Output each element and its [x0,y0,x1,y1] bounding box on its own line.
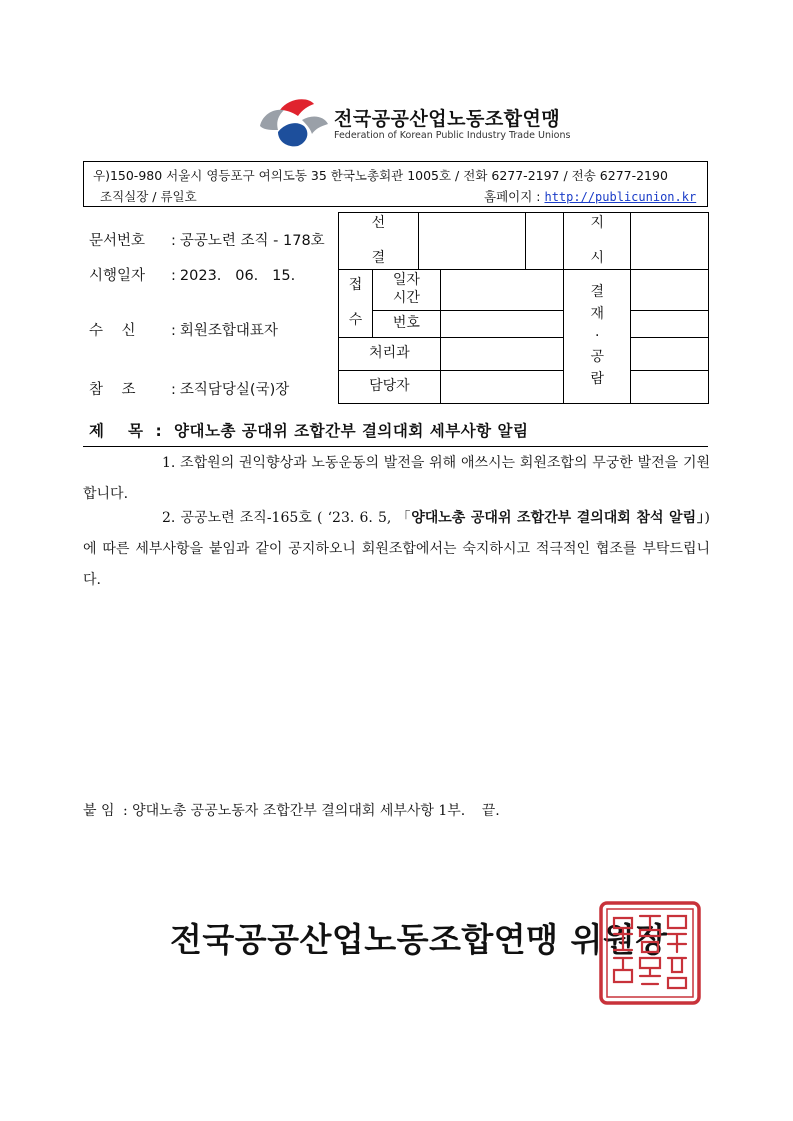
recipient-value: 회원조합대표자 [179,323,278,339]
gyeoljae-slot-1 [631,270,709,310]
address-line: 우)150-980 서울시 영등포구 여의도동 35 한국노총회관 1005호 / 전화 6277-2197 / 전송 6277-2190 [93,168,668,183]
subject-colon: : [155,422,163,440]
approval-table [338,212,709,404]
attachment-label: 붙 임 [83,803,115,819]
subject-line [89,419,528,441]
number-value [440,310,564,337]
dept-label: 처리과 [339,337,441,370]
manager-line: 조직실장 / 류일호 [100,189,197,204]
reference-label: 참 조 [89,382,136,398]
attachment-end: 끝. [481,803,500,819]
homepage [484,187,696,205]
approval-slot-1 [418,213,526,270]
body-paragraph-1: 1. 조합원의 권익향상과 노동운동의 발전을 위해 애쓰시는 회원조합의 무궁한 발전을 기원합니다. [83,455,710,502]
date-label: 시행일자 [89,268,146,284]
para2-before: 2. 공공노련 조직-165호 ( ‘23. 6. 5, 「 [162,510,412,526]
approval-slot-2 [526,213,564,270]
official-seal-icon [598,900,702,1006]
recipient-row: 수 신 : 회원조합대표자 [89,319,278,340]
body-paragraph-2 [83,503,710,596]
subject-label: 제 목 [89,422,144,440]
person-label: 담당자 [339,370,441,403]
para2-after: )에 따른 세부사항을 붙임과 같이 공지하오니 회원조합에서는 숙지하시고 적극적인 협조를 부탁드립니다. [83,510,710,588]
jisi-cell: 지 시 [564,213,631,270]
org-name-ko: 전국공공산업노동조합연맹 [334,108,561,130]
attachment-line [83,800,500,820]
date-value: 2023. 06. 15. [179,268,296,284]
seongyeol-cell: 선 결 [339,213,419,270]
jeopsu-cell: 접 수 [339,270,373,337]
person-value [440,370,564,403]
doc-number-row: 문서번호 : 공공노련 조직 - 178호 [89,229,325,250]
attachment-text: : 양대노총 공공노동자 조합간부 결의대회 세부사항 1부. [122,803,466,819]
signature-title: 전국공공산업노동조합연맹 위원장 [170,920,668,959]
gyeoljae-slot-3 [631,337,709,370]
subject-rule [83,446,708,447]
gyeoljae-slot-2 [631,310,709,337]
date-row: 시행일자 : 2023. 06. 15. [89,264,295,285]
reference-row: 참 조 : 조직담당실(국)장 [89,378,289,399]
dept-value [440,337,564,370]
doc-number-value: 공공노련 조직 - 178호 [179,233,325,249]
org-name-en: Federation of Korean Public Industry Trade Unions [334,130,571,141]
doc-number-label: 문서번호 [89,233,146,249]
logo-mark-icon [258,96,330,148]
number-label: 번호 [372,310,440,337]
subject-text: 양대노총 공대위 조합간부 결의대회 세부사항 알림 [174,422,529,440]
homepage-label: 홈페이지 : [484,189,541,204]
gyeoljae-cell: 결 재 · 공 람 [564,270,631,404]
homepage-link[interactable]: http://publicunion.kr [544,190,697,204]
jisi-slot [631,213,709,270]
date-time-value [440,270,564,310]
gyeoljae-slot-4 [631,370,709,403]
recipient-label: 수 신 [89,323,136,339]
date-time-label: 일자 시간 [372,270,440,310]
reference-value: 조직담당실(국)장 [179,382,290,398]
para2-bold: 양대노총 공대위 조합간부 결의대회 참석 알림」 [411,510,705,526]
